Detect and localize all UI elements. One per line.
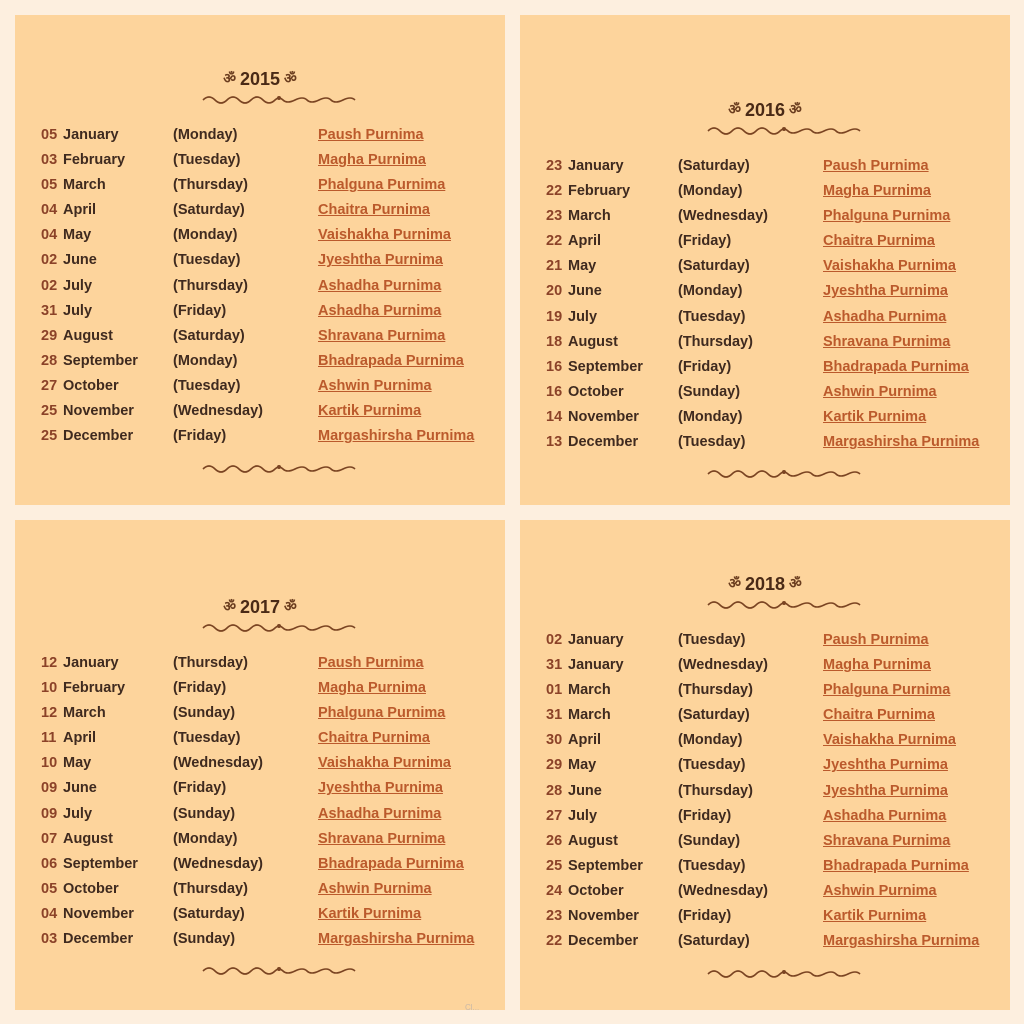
date-month: December	[63, 931, 134, 948]
weekday: (Thursday)	[173, 880, 248, 897]
lamp-icon: ॐ	[223, 598, 236, 614]
purnima-link[interactable]: Magha Purnima	[823, 657, 931, 674]
list-item	[15, 251, 505, 276]
list-item	[15, 377, 505, 402]
date-month: February	[63, 680, 126, 697]
purnima-link[interactable]: Kartik Purnima	[823, 408, 927, 425]
purnima-link[interactable]: Jyeshtha Purnima	[318, 780, 443, 797]
weekday: (Monday)	[678, 732, 743, 749]
weekday: (Wednesday)	[173, 403, 263, 420]
date-month: April	[568, 732, 602, 749]
top-divider-ornament	[201, 622, 357, 634]
weekday: (Saturday)	[678, 933, 750, 950]
date-day: 06	[41, 855, 58, 872]
list-item	[15, 880, 505, 905]
date-month: October	[568, 383, 624, 400]
date-month: January	[568, 158, 624, 174]
purnima-link[interactable]: Ashadha Purnima	[823, 807, 947, 824]
date-month: May	[63, 227, 92, 244]
list-item	[15, 679, 505, 704]
date-day: 14	[546, 408, 563, 425]
date-day: 07	[41, 830, 58, 847]
weekday: (Sunday)	[173, 931, 236, 948]
list-item	[520, 832, 1010, 857]
date-month: April	[568, 233, 602, 250]
weekday: (Sunday)	[173, 705, 236, 722]
list-item	[520, 782, 1010, 807]
date-month: March	[63, 705, 106, 722]
list-item	[15, 126, 505, 151]
calendar-panel-2017	[15, 520, 505, 1010]
purnima-link[interactable]: Margashirsha Purnima	[823, 434, 980, 451]
date-month: April	[63, 730, 97, 747]
date-day: 04	[41, 202, 58, 219]
date-month: June	[63, 252, 97, 269]
bottom-divider-ornament	[201, 965, 357, 977]
list-item	[520, 232, 1010, 257]
weekday: (Wednesday)	[678, 208, 768, 225]
purnima-link[interactable]: Jyeshtha Purnima	[318, 252, 443, 269]
date-day: 27	[546, 807, 563, 824]
list-item	[15, 855, 505, 880]
date-day: 18	[546, 333, 563, 350]
year-label: 2017	[239, 597, 281, 617]
purnima-list	[15, 654, 505, 955]
date-month: July	[63, 805, 93, 822]
list-item	[15, 277, 505, 302]
weekday: (Friday)	[173, 302, 227, 319]
calendar-panel-2016	[520, 15, 1010, 505]
list-item	[520, 408, 1010, 433]
list-item	[15, 427, 505, 452]
lamp-icon: ॐ	[789, 575, 802, 591]
date-day: 22	[546, 933, 563, 950]
date-month: March	[63, 177, 106, 194]
weekday: (Tuesday)	[678, 857, 746, 874]
list-item	[520, 207, 1010, 232]
list-item	[520, 333, 1010, 358]
date-day: 02	[41, 277, 58, 294]
list-item	[15, 905, 505, 930]
weekday: (Tuesday)	[173, 730, 241, 747]
date-month: July	[568, 308, 598, 325]
weekday: (Monday)	[678, 183, 743, 200]
date-month: January	[63, 655, 119, 671]
date-month: May	[568, 757, 597, 774]
purnima-link[interactable]: Shravana Purnima	[318, 327, 446, 344]
date-day: 10	[41, 755, 58, 772]
date-day: 01	[546, 682, 563, 699]
date-month: November	[63, 905, 134, 922]
date-month: June	[568, 283, 602, 300]
list-item	[520, 257, 1010, 282]
date-day: 24	[546, 882, 563, 899]
date-day: 28	[546, 782, 563, 799]
date-day: 10	[41, 680, 58, 697]
date-day: 30	[546, 732, 563, 749]
date-month: July	[63, 302, 93, 319]
list-item	[15, 151, 505, 176]
purnima-list	[520, 631, 1010, 957]
list-item	[15, 302, 505, 327]
weekday: (Saturday)	[173, 202, 245, 219]
weekday: (Tuesday)	[173, 252, 241, 269]
purnima-link[interactable]: Bhadrapada Purnima	[318, 855, 464, 872]
date-month: August	[568, 832, 618, 849]
date-month: November	[568, 908, 639, 925]
weekday: (Monday)	[173, 352, 238, 369]
year-heading	[520, 572, 1010, 595]
weekday: (Sunday)	[678, 832, 741, 849]
date-day: 05	[41, 127, 58, 143]
date-day: 12	[41, 655, 58, 671]
list-item	[520, 907, 1010, 932]
date-day: 27	[41, 377, 58, 394]
date-day: 19	[546, 308, 563, 325]
date-day: 02	[41, 252, 58, 269]
lamp-icon: ॐ	[728, 575, 741, 591]
purnima-link[interactable]: Jyeshtha Purnima	[823, 782, 948, 799]
purnima-link[interactable]: Paush Purnima	[318, 127, 424, 143]
purnima-link[interactable]: Shravana Purnima	[823, 333, 951, 350]
weekday: (Monday)	[678, 408, 743, 425]
purnima-list	[520, 157, 1010, 458]
purnima-link[interactable]: Kartik Purnima	[823, 908, 927, 925]
weekday: (Saturday)	[678, 258, 750, 275]
date-day: 09	[41, 780, 58, 797]
purnima-link[interactable]: Paush Purnima	[823, 632, 929, 648]
list-item	[520, 631, 1010, 656]
date-day: 16	[546, 383, 563, 400]
date-day: 16	[546, 358, 563, 375]
date-day: 25	[41, 403, 58, 420]
list-item	[520, 706, 1010, 731]
lamp-icon: ॐ	[284, 598, 297, 614]
date-month: October	[63, 880, 119, 897]
purnima-list	[15, 126, 505, 452]
weekday: (Saturday)	[173, 327, 245, 344]
purnima-link[interactable]: Margashirsha Purnima	[318, 428, 475, 445]
date-month: September	[63, 352, 138, 369]
weekday: (Friday)	[173, 428, 227, 445]
date-day: 23	[546, 208, 563, 225]
date-day: 05	[41, 177, 58, 194]
purnima-link[interactable]: Shravana Purnima	[823, 832, 951, 849]
purnima-link[interactable]: Ashadha Purnima	[318, 277, 442, 294]
weekday: (Monday)	[678, 283, 743, 300]
purnima-link[interactable]: Vaishakha Purnima	[823, 732, 956, 749]
bottom-divider-ornament	[706, 468, 862, 480]
weekday: (Thursday)	[173, 177, 248, 194]
weekday: (Thursday)	[678, 333, 753, 350]
list-item	[15, 176, 505, 201]
date-day: 21	[546, 258, 563, 275]
purnima-link[interactable]: Jyeshtha Purnima	[823, 757, 948, 774]
list-item	[15, 805, 505, 830]
purnima-link[interactable]: Margashirsha Purnima	[318, 931, 475, 948]
list-item	[520, 308, 1010, 333]
date-month: May	[63, 755, 92, 772]
lamp-icon: ॐ	[223, 70, 236, 86]
list-item	[15, 704, 505, 729]
date-day: 23	[546, 908, 563, 925]
list-item	[520, 157, 1010, 182]
date-month: March	[568, 707, 611, 724]
date-month: August	[63, 830, 113, 847]
weekday: (Thursday)	[678, 782, 753, 799]
weekday: (Saturday)	[678, 158, 750, 174]
weekday: (Monday)	[173, 830, 238, 847]
year-label: 2016	[744, 100, 786, 120]
date-day: 22	[546, 233, 563, 250]
year-label: 2018	[744, 574, 786, 594]
purnima-link[interactable]: Kartik Purnima	[318, 905, 422, 922]
year-heading	[15, 595, 505, 618]
purnima-link[interactable]: Paush Purnima	[823, 158, 929, 174]
date-day: 29	[546, 757, 563, 774]
weekday: (Friday)	[173, 780, 227, 797]
lamp-icon: ॐ	[728, 101, 741, 117]
date-month: January	[568, 632, 624, 648]
purnima-link[interactable]: Phalguna Purnima	[318, 177, 446, 194]
date-day: 03	[41, 931, 58, 948]
date-month: June	[568, 782, 602, 799]
purnima-link[interactable]: Ashwin Purnima	[823, 882, 937, 899]
date-day: 04	[41, 227, 58, 244]
list-item	[520, 182, 1010, 207]
bottom-divider-ornament	[706, 968, 862, 980]
purnima-link[interactable]: Ashwin Purnima	[318, 880, 432, 897]
weekday: (Friday)	[678, 807, 732, 824]
lamp-icon: ॐ	[284, 70, 297, 86]
date-month: September	[63, 855, 138, 872]
date-month: April	[63, 202, 97, 219]
weekday: (Friday)	[173, 680, 227, 697]
top-divider-ornament	[706, 125, 862, 137]
list-item	[15, 402, 505, 427]
bottom-divider-ornament	[201, 463, 357, 475]
purnima-link[interactable]: Bhadrapada Purnima	[823, 857, 969, 874]
purnima-link[interactable]: Vaishakha Purnima	[823, 258, 956, 275]
purnima-link[interactable]: Bhadrapada Purnima	[823, 358, 969, 375]
weekday: (Wednesday)	[678, 657, 768, 674]
purnima-link[interactable]: Ashadha Purnima	[823, 308, 947, 325]
date-day: 20	[546, 283, 563, 300]
purnima-link[interactable]: Magha Purnima	[318, 152, 426, 169]
date-month: November	[568, 408, 639, 425]
weekday: (Tuesday)	[173, 152, 241, 169]
date-month: March	[568, 208, 611, 225]
date-month: January	[63, 127, 119, 143]
lamp-icon: ॐ	[789, 101, 802, 117]
weekday: (Thursday)	[678, 682, 753, 699]
year-heading	[15, 67, 505, 90]
list-item	[15, 830, 505, 855]
purnima-link[interactable]: Paush Purnima	[318, 655, 424, 671]
purnima-link[interactable]: Vaishakha Purnima	[318, 755, 451, 772]
date-month: August	[568, 333, 618, 350]
date-month: December	[568, 434, 639, 451]
year-label: 2015	[239, 69, 281, 89]
date-day: 31	[41, 302, 58, 319]
date-day: 04	[41, 905, 58, 922]
purnima-link[interactable]: Kartik Purnima	[318, 403, 422, 420]
date-month: February	[63, 152, 126, 169]
list-item	[520, 932, 1010, 957]
purnima-link[interactable]: Ashadha Purnima	[318, 805, 442, 822]
purnima-link[interactable]: Margashirsha Purnima	[823, 933, 980, 950]
purnima-link[interactable]: Ashadha Purnima	[318, 302, 442, 319]
weekday: (Friday)	[678, 358, 732, 375]
list-item	[520, 656, 1010, 681]
date-month: January	[568, 657, 624, 674]
purnima-link[interactable]: Jyeshtha Purnima	[823, 283, 948, 300]
weekday: (Wednesday)	[173, 755, 263, 772]
date-day: 26	[546, 832, 563, 849]
purnima-link[interactable]: Phalguna Purnima	[318, 705, 446, 722]
list-item	[15, 930, 505, 955]
date-day: 22	[546, 183, 563, 200]
weekday: (Wednesday)	[173, 855, 263, 872]
weekday: (Tuesday)	[678, 757, 746, 774]
weekday: (Friday)	[678, 233, 732, 250]
weekday: (Saturday)	[173, 905, 245, 922]
weekday: (Monday)	[173, 127, 238, 143]
purnima-link[interactable]: Magha Purnima	[318, 680, 426, 697]
list-item	[520, 383, 1010, 408]
date-day: 25	[41, 428, 58, 445]
list-item	[520, 681, 1010, 706]
list-item	[520, 358, 1010, 383]
top-divider-ornament	[706, 599, 862, 611]
list-item	[15, 654, 505, 679]
list-item	[520, 731, 1010, 756]
date-day: 05	[41, 880, 58, 897]
date-day: 29	[41, 327, 58, 344]
date-month: June	[63, 780, 97, 797]
date-day: 31	[546, 657, 563, 674]
watermark-text: Cl...	[465, 1003, 480, 1012]
date-day: 09	[41, 805, 58, 822]
date-day: 31	[546, 707, 563, 724]
date-day: 12	[41, 705, 58, 722]
date-month: May	[568, 258, 597, 275]
list-item	[520, 857, 1010, 882]
weekday: (Thursday)	[173, 655, 248, 671]
weekday: (Saturday)	[678, 707, 750, 724]
list-item	[15, 754, 505, 779]
weekday: (Tuesday)	[678, 308, 746, 325]
weekday: (Wednesday)	[678, 882, 768, 899]
date-day: 13	[546, 434, 563, 451]
purnima-link[interactable]: Ashwin Purnima	[823, 383, 937, 400]
weekday: (Tuesday)	[678, 632, 746, 648]
list-item	[520, 756, 1010, 781]
purnima-link[interactable]: Phalguna Purnima	[823, 682, 951, 699]
calendar-panel-2018	[520, 520, 1010, 1010]
purnima-link[interactable]: Chaitra Purnima	[318, 730, 430, 747]
date-day: 28	[41, 352, 58, 369]
date-day: 11	[41, 730, 57, 747]
date-month: October	[63, 377, 119, 394]
date-month: December	[568, 933, 639, 950]
date-month: March	[568, 682, 611, 699]
date-day: 23	[546, 158, 563, 174]
list-item	[520, 433, 1010, 458]
weekday: (Monday)	[173, 227, 238, 244]
year-heading	[520, 98, 1010, 121]
weekday: (Sunday)	[173, 805, 236, 822]
date-month: July	[63, 277, 93, 294]
date-month: November	[63, 403, 134, 420]
purnima-link[interactable]: Chaitra Purnima	[823, 707, 935, 724]
date-month: December	[63, 428, 134, 445]
date-month: October	[568, 882, 624, 899]
purnima-link[interactable]: Phalguna Purnima	[823, 208, 951, 225]
purnima-link[interactable]: Magha Purnima	[823, 183, 931, 200]
purnima-link[interactable]: Ashwin Purnima	[318, 377, 432, 394]
weekday: (Tuesday)	[678, 434, 746, 451]
purnima-link[interactable]: Chaitra Purnima	[318, 202, 430, 219]
date-month: September	[568, 358, 643, 375]
list-item	[15, 226, 505, 251]
top-divider-ornament	[201, 94, 357, 106]
calendar-panel-2015	[15, 15, 505, 505]
date-month: August	[63, 327, 113, 344]
list-item	[15, 729, 505, 754]
list-item	[15, 352, 505, 377]
date-month: July	[568, 807, 598, 824]
date-month: February	[568, 183, 631, 200]
weekday: (Thursday)	[173, 277, 248, 294]
list-item	[15, 201, 505, 226]
date-day: 03	[41, 152, 58, 169]
list-item	[520, 282, 1010, 307]
weekday: (Friday)	[678, 908, 732, 925]
weekday: (Tuesday)	[173, 377, 241, 394]
purnima-link[interactable]: Bhadrapada Purnima	[318, 352, 464, 369]
list-item	[520, 807, 1010, 832]
date-day: 02	[546, 632, 563, 648]
list-item	[520, 882, 1010, 907]
purnima-link[interactable]: Shravana Purnima	[318, 830, 446, 847]
date-day: 25	[546, 857, 563, 874]
purnima-link[interactable]: Vaishakha Purnima	[318, 227, 451, 244]
purnima-link[interactable]: Chaitra Purnima	[823, 233, 935, 250]
date-month: September	[568, 857, 643, 874]
list-item	[15, 327, 505, 352]
list-item	[15, 779, 505, 804]
weekday: (Sunday)	[678, 383, 741, 400]
